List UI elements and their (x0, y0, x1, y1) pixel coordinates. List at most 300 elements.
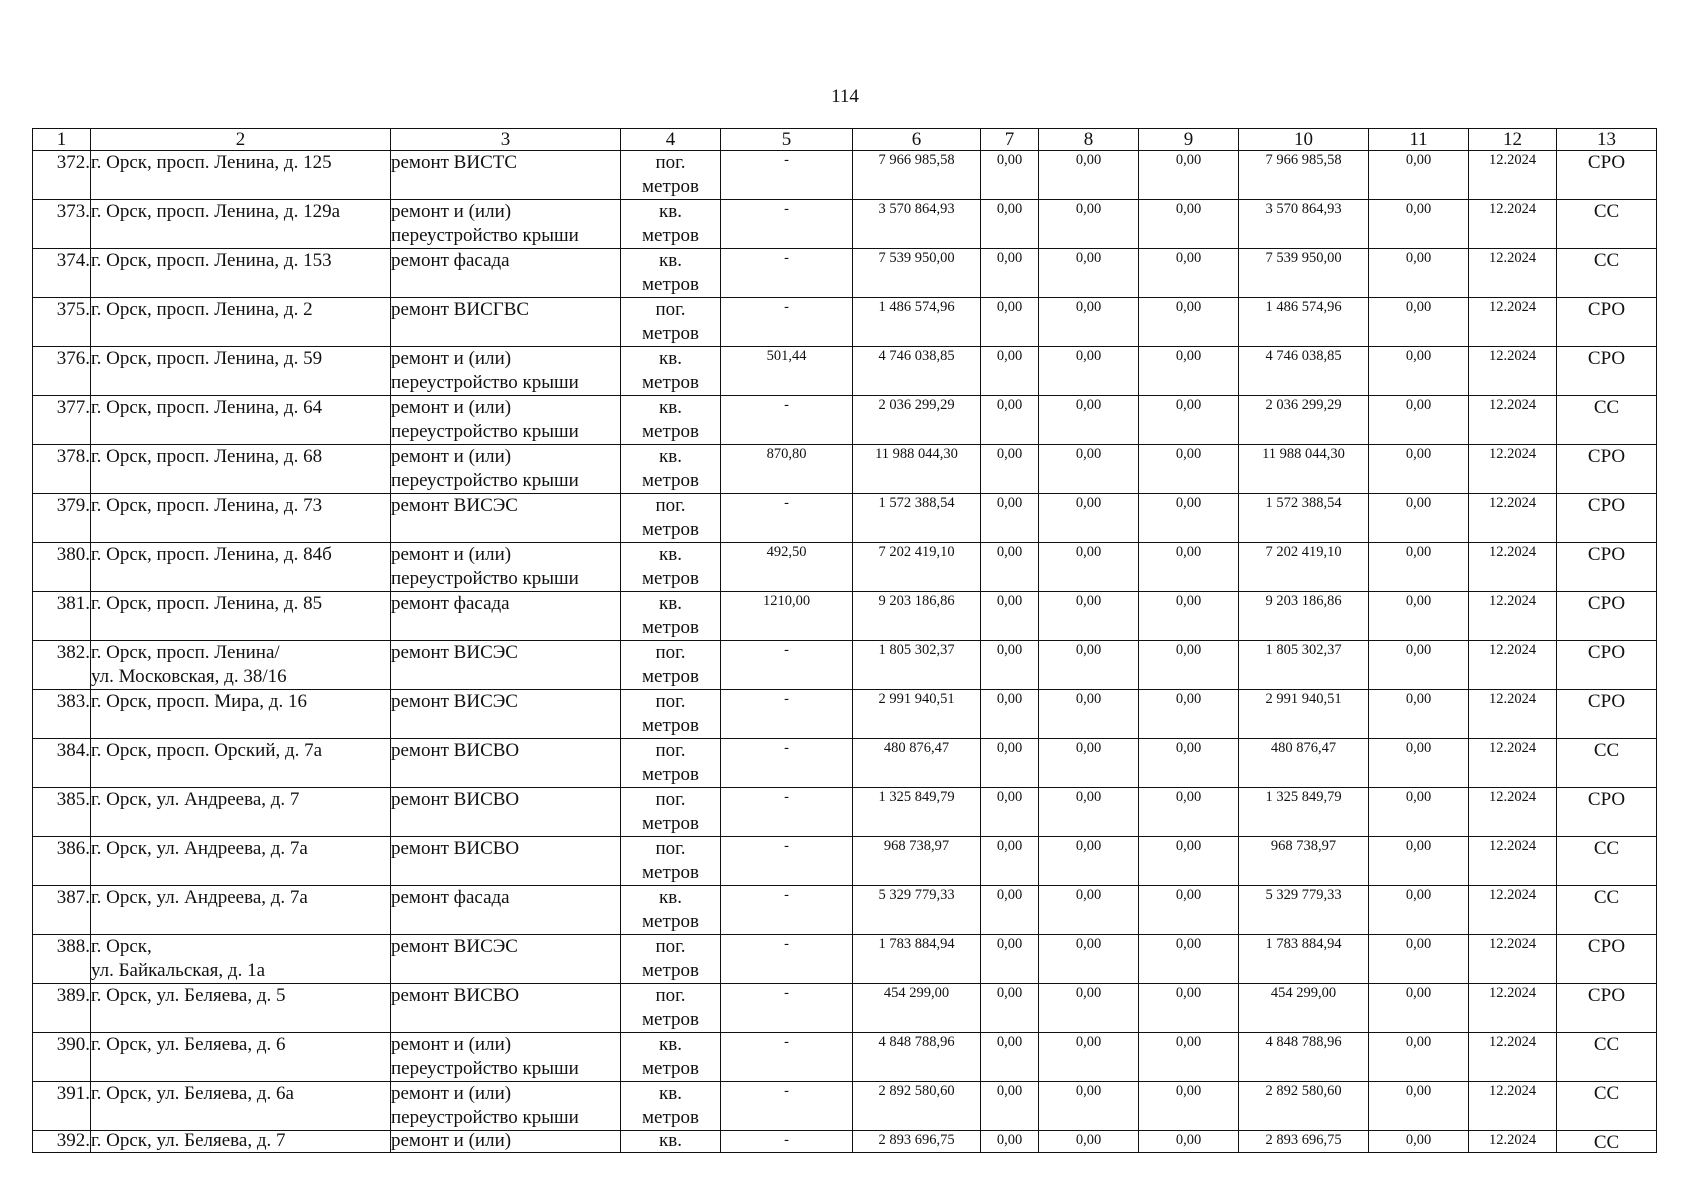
period-cell: 12.2024 (1469, 445, 1557, 494)
unit-cell: кв. метров (621, 249, 721, 298)
table-row (33, 445, 1657, 494)
col10-cell: 1 805 302,37 (1239, 641, 1369, 690)
work-type-cell: ремонт и (или) переустройство крыши (391, 543, 621, 592)
col9-cell: 0,00 (1139, 788, 1239, 837)
cost-cell: 7 539 950,00 (853, 249, 981, 298)
address-cell: г. Орск, просп. Ленина, д. 64 (91, 396, 391, 445)
table-row (33, 592, 1657, 641)
cost-cell: 1 572 388,54 (853, 494, 981, 543)
column-header-2: 2 (91, 129, 391, 151)
col11-cell: 0,00 (1369, 151, 1469, 200)
cost-cell: 3 570 864,93 (853, 200, 981, 249)
col5-cell: - (721, 200, 853, 249)
period-cell: 12.2024 (1469, 494, 1557, 543)
column-header-6: 6 (853, 129, 981, 151)
method-cell: СС (1557, 886, 1657, 935)
row-number: 379. (33, 494, 91, 543)
cost-cell: 480 876,47 (853, 739, 981, 788)
col5-cell: - (721, 151, 853, 200)
col8-cell: 0,00 (1039, 1131, 1139, 1153)
address-cell: г. Орск, просп. Мира, д. 16 (91, 690, 391, 739)
address-cell: г. Орск, ул. Андреева, д. 7а (91, 837, 391, 886)
method-cell: СРО (1557, 984, 1657, 1033)
method-cell: СС (1557, 837, 1657, 886)
table-row (33, 396, 1657, 445)
col5-cell: - (721, 788, 853, 837)
period-cell: 12.2024 (1469, 641, 1557, 690)
page-number: 114 (831, 86, 859, 107)
work-type-cell: ремонт и (или) переустройство крыши (391, 1033, 621, 1082)
column-header-5: 5 (721, 129, 853, 151)
cost-cell: 4 746 038,85 (853, 347, 981, 396)
work-type-cell: ремонт ВИСТС (391, 151, 621, 200)
address-cell: г. Орск, ул. Андреева, д. 7а (91, 886, 391, 935)
unit-cell: пог. метров (621, 788, 721, 837)
work-type-cell: ремонт ВИСВО (391, 739, 621, 788)
period-cell: 12.2024 (1469, 396, 1557, 445)
period-cell: 12.2024 (1469, 347, 1557, 396)
col11-cell: 0,00 (1369, 543, 1469, 592)
col8-cell: 0,00 (1039, 837, 1139, 886)
col7-cell: 0,00 (981, 543, 1039, 592)
table-row (33, 347, 1657, 396)
col7-cell: 0,00 (981, 886, 1039, 935)
method-cell: СРО (1557, 445, 1657, 494)
cost-cell: 7 202 419,10 (853, 543, 981, 592)
address-cell: г. Орск, ул. Беляева, д. 6 (91, 1033, 391, 1082)
col10-cell: 11 988 044,30 (1239, 445, 1369, 494)
table-row (33, 886, 1657, 935)
unit-cell: пог. метров (621, 151, 721, 200)
col10-cell: 5 329 779,33 (1239, 886, 1369, 935)
col8-cell: 0,00 (1039, 298, 1139, 347)
col10-cell: 480 876,47 (1239, 739, 1369, 788)
col7-cell: 0,00 (981, 788, 1039, 837)
work-type-cell: ремонт и (или) переустройство крыши (391, 396, 621, 445)
col10-cell: 2 991 940,51 (1239, 690, 1369, 739)
col5-cell: - (721, 249, 853, 298)
row-number: 378. (33, 445, 91, 494)
col11-cell: 0,00 (1369, 1131, 1469, 1153)
unit-cell: кв. метров (621, 200, 721, 249)
work-type-cell: ремонт ВИСЭС (391, 641, 621, 690)
col10-cell: 7 202 419,10 (1239, 543, 1369, 592)
address-cell: г. Орск, просп. Орский, д. 7а (91, 739, 391, 788)
unit-cell: пог. метров (621, 739, 721, 788)
col7-cell: 0,00 (981, 837, 1039, 886)
row-number: 383. (33, 690, 91, 739)
col7-cell: 0,00 (981, 494, 1039, 543)
address-cell: г. Орск, ул. Беляева, д. 6а (91, 1082, 391, 1131)
unit-cell: пог. метров (621, 494, 721, 543)
col10-cell: 9 203 186,86 (1239, 592, 1369, 641)
col10-cell: 4 848 788,96 (1239, 1033, 1369, 1082)
col5-cell: 501,44 (721, 347, 853, 396)
col9-cell: 0,00 (1139, 984, 1239, 1033)
address-cell: г. Орск, ул. Байкальская, д. 1а (91, 935, 391, 984)
address-cell: г. Орск, просп. Ленина, д. 2 (91, 298, 391, 347)
col7-cell: 0,00 (981, 935, 1039, 984)
col5-cell: - (721, 396, 853, 445)
period-cell: 12.2024 (1469, 151, 1557, 200)
table-row (33, 690, 1657, 739)
period-cell: 12.2024 (1469, 1131, 1557, 1153)
row-number: 391. (33, 1082, 91, 1131)
col9-cell: 0,00 (1139, 200, 1239, 249)
col8-cell: 0,00 (1039, 200, 1139, 249)
col8-cell: 0,00 (1039, 494, 1139, 543)
table-row (33, 837, 1657, 886)
col10-cell: 968 738,97 (1239, 837, 1369, 886)
col8-cell: 0,00 (1039, 543, 1139, 592)
method-cell: СРО (1557, 935, 1657, 984)
row-number: 376. (33, 347, 91, 396)
table-row (33, 984, 1657, 1033)
col11-cell: 0,00 (1369, 1033, 1469, 1082)
col11-cell: 0,00 (1369, 788, 1469, 837)
col7-cell: 0,00 (981, 445, 1039, 494)
table-row (33, 1082, 1657, 1131)
period-cell: 12.2024 (1469, 984, 1557, 1033)
col8-cell: 0,00 (1039, 592, 1139, 641)
method-cell: СС (1557, 396, 1657, 445)
address-cell: г. Орск, просп. Ленина, д. 153 (91, 249, 391, 298)
row-number: 377. (33, 396, 91, 445)
cost-cell: 1 325 849,79 (853, 788, 981, 837)
method-cell: СРО (1557, 298, 1657, 347)
period-cell: 12.2024 (1469, 592, 1557, 641)
col8-cell: 0,00 (1039, 690, 1139, 739)
col7-cell: 0,00 (981, 298, 1039, 347)
period-cell: 12.2024 (1469, 298, 1557, 347)
column-number-row (33, 129, 1657, 151)
period-cell: 12.2024 (1469, 1082, 1557, 1131)
work-type-cell: ремонт и (или) переустройство крыши (391, 1082, 621, 1131)
col7-cell: 0,00 (981, 396, 1039, 445)
address-cell: г. Орск, просп. Ленина/ ул. Московская, д. 38/16 (91, 641, 391, 690)
col9-cell: 0,00 (1139, 1131, 1239, 1153)
col8-cell: 0,00 (1039, 739, 1139, 788)
period-cell: 12.2024 (1469, 886, 1557, 935)
method-cell: СРО (1557, 347, 1657, 396)
col11-cell: 0,00 (1369, 249, 1469, 298)
col10-cell: 3 570 864,93 (1239, 200, 1369, 249)
table-row (33, 935, 1657, 984)
cost-cell: 2 893 696,75 (853, 1131, 981, 1153)
table-row (33, 739, 1657, 788)
table-row (33, 1131, 1657, 1153)
row-number: 390. (33, 1033, 91, 1082)
table-body (33, 151, 1657, 1153)
col10-cell: 2 893 696,75 (1239, 1131, 1369, 1153)
col8-cell: 0,00 (1039, 641, 1139, 690)
col7-cell: 0,00 (981, 641, 1039, 690)
cost-cell: 1 486 574,96 (853, 298, 981, 347)
address-cell: г. Орск, просп. Ленина, д. 73 (91, 494, 391, 543)
row-number: 381. (33, 592, 91, 641)
cost-cell: 2 991 940,51 (853, 690, 981, 739)
unit-cell: пог. метров (621, 690, 721, 739)
col9-cell: 0,00 (1139, 151, 1239, 200)
col9-cell: 0,00 (1139, 886, 1239, 935)
col8-cell: 0,00 (1039, 1033, 1139, 1082)
work-type-cell: ремонт ВИСЭС (391, 494, 621, 543)
col8-cell: 0,00 (1039, 1082, 1139, 1131)
col9-cell: 0,00 (1139, 396, 1239, 445)
work-type-cell: ремонт ВИСГВС (391, 298, 621, 347)
col5-cell: - (721, 1131, 853, 1153)
col9-cell: 0,00 (1139, 690, 1239, 739)
work-type-cell: ремонт и (или) переустройство крыши (391, 445, 621, 494)
method-cell: СС (1557, 249, 1657, 298)
column-header-12: 12 (1469, 129, 1557, 151)
method-cell: СС (1557, 1131, 1657, 1153)
col5-cell: - (721, 298, 853, 347)
col9-cell: 0,00 (1139, 494, 1239, 543)
table-row (33, 543, 1657, 592)
col5-cell: - (721, 1033, 853, 1082)
col8-cell: 0,00 (1039, 886, 1139, 935)
method-cell: СС (1557, 200, 1657, 249)
table-row (33, 494, 1657, 543)
col10-cell: 7 539 950,00 (1239, 249, 1369, 298)
col8-cell: 0,00 (1039, 935, 1139, 984)
cost-cell: 11 988 044,30 (853, 445, 981, 494)
work-type-cell: ремонт фасада (391, 592, 621, 641)
unit-cell: кв. метров (621, 396, 721, 445)
row-number: 380. (33, 543, 91, 592)
col5-cell: - (721, 690, 853, 739)
col11-cell: 0,00 (1369, 396, 1469, 445)
row-number: 372. (33, 151, 91, 200)
period-cell: 12.2024 (1469, 249, 1557, 298)
table-row (33, 1033, 1657, 1082)
work-type-cell: ремонт и (или) (391, 1131, 621, 1153)
col10-cell: 4 746 038,85 (1239, 347, 1369, 396)
column-header-8: 8 (1039, 129, 1139, 151)
col7-cell: 0,00 (981, 151, 1039, 200)
work-type-cell: ремонт фасада (391, 886, 621, 935)
col9-cell: 0,00 (1139, 249, 1239, 298)
column-header-10: 10 (1239, 129, 1369, 151)
col8-cell: 0,00 (1039, 984, 1139, 1033)
col10-cell: 454 299,00 (1239, 984, 1369, 1033)
col11-cell: 0,00 (1369, 445, 1469, 494)
unit-cell: кв. метров (621, 1082, 721, 1131)
work-type-cell: ремонт ВИСЭС (391, 935, 621, 984)
col9-cell: 0,00 (1139, 837, 1239, 886)
col9-cell: 0,00 (1139, 347, 1239, 396)
col5-cell: 870,80 (721, 445, 853, 494)
unit-cell: пог. метров (621, 837, 721, 886)
col5-cell: - (721, 837, 853, 886)
method-cell: СРО (1557, 690, 1657, 739)
cost-cell: 4 848 788,96 (853, 1033, 981, 1082)
row-number: 385. (33, 788, 91, 837)
unit-cell: пог. метров (621, 298, 721, 347)
col9-cell: 0,00 (1139, 1033, 1239, 1082)
row-number: 392. (33, 1131, 91, 1153)
col7-cell: 0,00 (981, 249, 1039, 298)
address-cell: г. Орск, ул. Беляева, д. 7 (91, 1131, 391, 1153)
period-cell: 12.2024 (1469, 543, 1557, 592)
method-cell: СС (1557, 1033, 1657, 1082)
row-number: 386. (33, 837, 91, 886)
col7-cell: 0,00 (981, 200, 1039, 249)
period-cell: 12.2024 (1469, 739, 1557, 788)
column-header-11: 11 (1369, 129, 1469, 151)
col7-cell: 0,00 (981, 1033, 1039, 1082)
period-cell: 12.2024 (1469, 935, 1557, 984)
col11-cell: 0,00 (1369, 935, 1469, 984)
cost-cell: 454 299,00 (853, 984, 981, 1033)
col5-cell: - (721, 494, 853, 543)
address-cell: г. Орск, просп. Ленина, д. 129а (91, 200, 391, 249)
row-number: 373. (33, 200, 91, 249)
column-header-4: 4 (621, 129, 721, 151)
col11-cell: 0,00 (1369, 1082, 1469, 1131)
work-type-cell: ремонт ВИСВО (391, 984, 621, 1033)
col9-cell: 0,00 (1139, 935, 1239, 984)
unit-cell: кв. метров (621, 1033, 721, 1082)
col5-cell: - (721, 984, 853, 1033)
work-type-cell: ремонт ВИСВО (391, 837, 621, 886)
col8-cell: 0,00 (1039, 151, 1139, 200)
col10-cell: 1 572 388,54 (1239, 494, 1369, 543)
method-cell: СРО (1557, 592, 1657, 641)
period-cell: 12.2024 (1469, 200, 1557, 249)
table-row (33, 249, 1657, 298)
row-number: 389. (33, 984, 91, 1033)
col5-cell: - (721, 935, 853, 984)
col9-cell: 0,00 (1139, 543, 1239, 592)
unit-cell: пог. метров (621, 641, 721, 690)
table-row (33, 641, 1657, 690)
address-cell: г. Орск, ул. Беляева, д. 5 (91, 984, 391, 1033)
table-row (33, 298, 1657, 347)
unit-cell: кв. (621, 1131, 721, 1153)
method-cell: СРО (1557, 543, 1657, 592)
col9-cell: 0,00 (1139, 445, 1239, 494)
unit-cell: кв. метров (621, 347, 721, 396)
col7-cell: 0,00 (981, 1082, 1039, 1131)
col7-cell: 0,00 (981, 592, 1039, 641)
cost-cell: 5 329 779,33 (853, 886, 981, 935)
unit-cell: кв. метров (621, 592, 721, 641)
col8-cell: 0,00 (1039, 445, 1139, 494)
col7-cell: 0,00 (981, 347, 1039, 396)
col10-cell: 1 325 849,79 (1239, 788, 1369, 837)
col10-cell: 7 966 985,58 (1239, 151, 1369, 200)
column-header-3: 3 (391, 129, 621, 151)
row-number: 388. (33, 935, 91, 984)
col7-cell: 0,00 (981, 984, 1039, 1033)
work-type-cell: ремонт фасада (391, 249, 621, 298)
col9-cell: 0,00 (1139, 1082, 1239, 1131)
address-cell: г. Орск, ул. Андреева, д. 7 (91, 788, 391, 837)
row-number: 382. (33, 641, 91, 690)
period-cell: 12.2024 (1469, 690, 1557, 739)
cost-cell: 1 783 884,94 (853, 935, 981, 984)
col8-cell: 0,00 (1039, 396, 1139, 445)
table-row (33, 788, 1657, 837)
col5-cell: - (721, 641, 853, 690)
column-header-1: 1 (33, 129, 91, 151)
col10-cell: 1 783 884,94 (1239, 935, 1369, 984)
col10-cell: 2 036 299,29 (1239, 396, 1369, 445)
col5-cell: - (721, 739, 853, 788)
row-number: 375. (33, 298, 91, 347)
period-cell: 12.2024 (1469, 788, 1557, 837)
col8-cell: 0,00 (1039, 249, 1139, 298)
address-cell: г. Орск, просп. Ленина, д. 85 (91, 592, 391, 641)
col11-cell: 0,00 (1369, 739, 1469, 788)
cost-cell: 2 036 299,29 (853, 396, 981, 445)
address-cell: г. Орск, просп. Ленина, д. 59 (91, 347, 391, 396)
work-type-cell: ремонт и (или) переустройство крыши (391, 200, 621, 249)
col8-cell: 0,00 (1039, 347, 1139, 396)
period-cell: 12.2024 (1469, 837, 1557, 886)
col7-cell: 0,00 (981, 739, 1039, 788)
repair-register-table (32, 128, 1657, 1153)
col5-cell: - (721, 1082, 853, 1131)
col8-cell: 0,00 (1039, 788, 1139, 837)
col5-cell: 492,50 (721, 543, 853, 592)
col5-cell: - (721, 886, 853, 935)
work-type-cell: ремонт и (или) переустройство крыши (391, 347, 621, 396)
col11-cell: 0,00 (1369, 592, 1469, 641)
address-cell: г. Орск, просп. Ленина, д. 84б (91, 543, 391, 592)
unit-cell: кв. метров (621, 543, 721, 592)
col11-cell: 0,00 (1369, 690, 1469, 739)
col9-cell: 0,00 (1139, 298, 1239, 347)
col5-cell: 1210,00 (721, 592, 853, 641)
cost-cell: 9 203 186,86 (853, 592, 981, 641)
col9-cell: 0,00 (1139, 641, 1239, 690)
col11-cell: 0,00 (1369, 494, 1469, 543)
unit-cell: пог. метров (621, 984, 721, 1033)
col11-cell: 0,00 (1369, 200, 1469, 249)
method-cell: СРО (1557, 151, 1657, 200)
work-type-cell: ремонт ВИСЭС (391, 690, 621, 739)
table-row (33, 200, 1657, 249)
col9-cell: 0,00 (1139, 592, 1239, 641)
column-header-9: 9 (1139, 129, 1239, 151)
method-cell: СРО (1557, 788, 1657, 837)
col11-cell: 0,00 (1369, 641, 1469, 690)
table-row (33, 151, 1657, 200)
row-number: 374. (33, 249, 91, 298)
address-cell: г. Орск, просп. Ленина, д. 68 (91, 445, 391, 494)
period-cell: 12.2024 (1469, 1033, 1557, 1082)
unit-cell: кв. метров (621, 445, 721, 494)
unit-cell: пог. метров (621, 935, 721, 984)
cost-cell: 7 966 985,58 (853, 151, 981, 200)
col7-cell: 0,00 (981, 1131, 1039, 1153)
address-cell: г. Орск, просп. Ленина, д. 125 (91, 151, 391, 200)
column-header-13: 13 (1557, 129, 1657, 151)
method-cell: СРО (1557, 641, 1657, 690)
cost-cell: 2 892 580,60 (853, 1082, 981, 1131)
method-cell: СС (1557, 739, 1657, 788)
col10-cell: 1 486 574,96 (1239, 298, 1369, 347)
col11-cell: 0,00 (1369, 886, 1469, 935)
row-number: 387. (33, 886, 91, 935)
cost-cell: 1 805 302,37 (853, 641, 981, 690)
col11-cell: 0,00 (1369, 298, 1469, 347)
col11-cell: 0,00 (1369, 347, 1469, 396)
cost-cell: 968 738,97 (853, 837, 981, 886)
